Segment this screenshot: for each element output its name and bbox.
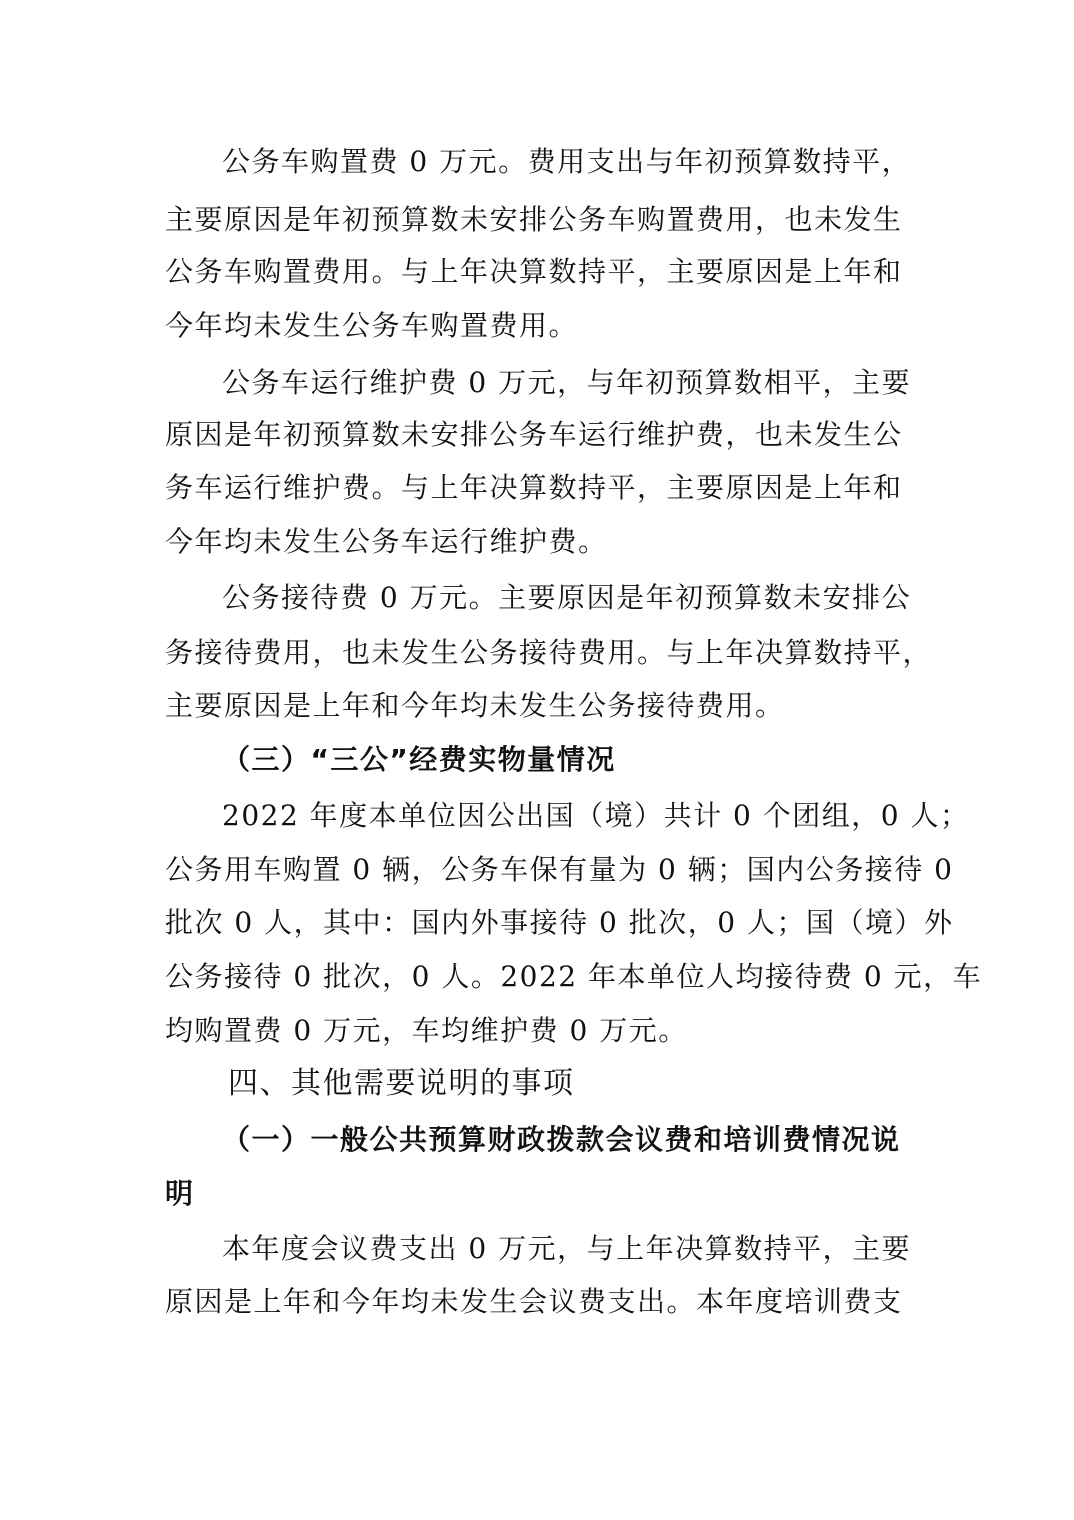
- paragraph-line: 本年度会议费支出 0 万元，与上年决算数持平，主要: [222, 1232, 912, 1265]
- paragraph-line: 公务车运行维护费 0 万元，与年初预算数相平，主要: [222, 366, 912, 399]
- paragraph-line: 主要原因是年初预算数未安排公务车购置费用，也未发生: [165, 203, 903, 236]
- paragraph-line: 公务车购置费 0 万元。费用支出与年初预算数持平，: [222, 145, 912, 178]
- paragraph-line: 2022 年度本单位因公出国（境）共计 0 个团组，0 人；: [222, 799, 970, 832]
- section-heading: （一）一般公共预算财政拨款会议费和培训费情况说: [222, 1123, 901, 1156]
- paragraph-line: 今年均未发生公务车运行维护费。: [165, 525, 608, 558]
- paragraph-line: 批次 0 人，其中：国内外事接待 0 批次，0 人；国（境）外: [165, 906, 954, 939]
- paragraph-line: 原因是上年和今年均未发生会议费支出。本年度培训费支: [165, 1285, 903, 1318]
- section-heading: （三）“三公”经费实物量情况: [222, 743, 616, 776]
- paragraph-line: 公务接待 0 批次，0 人。2022 年本单位人均接待费 0 元，车: [165, 960, 983, 993]
- paragraph-line: 原因是年初预算数未安排公务车运行维护费，也未发生公: [165, 418, 903, 451]
- paragraph-line: 今年均未发生公务车购置费用。: [165, 309, 579, 342]
- paragraph-line: 公务用车购置 0 辆，公务车保有量为 0 辆；国内公务接待 0: [165, 853, 954, 886]
- paragraph-line: 公务车购置费用。与上年决算数持平，主要原因是上年和: [165, 255, 903, 288]
- paragraph-line: 主要原因是上年和今年均未发生公务接待费用。: [165, 689, 785, 722]
- paragraph-line: 公务接待费 0 万元。主要原因是年初预算数未安排公: [222, 581, 912, 614]
- section-heading-continued: 明: [165, 1177, 195, 1210]
- paragraph-line: 务接待费用，也未发生公务接待费用。与上年决算数持平，: [165, 636, 933, 669]
- paragraph-line: 务车运行维护费。与上年决算数持平，主要原因是上年和: [165, 471, 903, 504]
- paragraph-line: 均购置费 0 万元，车均维护费 0 万元。: [165, 1014, 688, 1047]
- chapter-heading: 四、其他需要说明的事项: [228, 1066, 575, 1101]
